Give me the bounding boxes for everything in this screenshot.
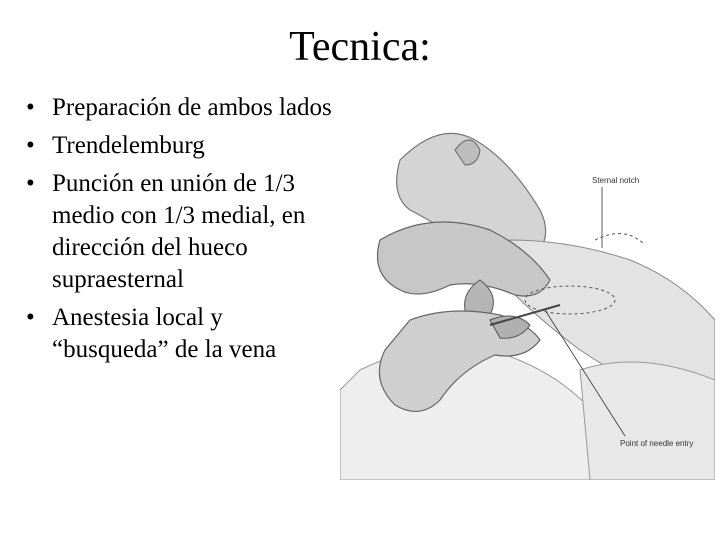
- bullet-text: Preparación de ambos lados: [52, 94, 332, 121]
- bullet-dot-icon: •: [26, 170, 35, 197]
- bullet-text: Punción en unión de 1/3 medio con 1/3 medial, en dirección del hueco supraesternal: [52, 170, 306, 293]
- bullet-dot-icon: •: [26, 94, 35, 121]
- bullet-text: Anestesia local y “busqueda” de la vena: [52, 304, 277, 363]
- bullet-list: [24, 92, 344, 372]
- bullet-item: [24, 168, 344, 296]
- bullet-item: [24, 130, 344, 162]
- subclavian-puncture-illustration: [340, 120, 715, 480]
- bullet-dot-icon: •: [26, 132, 35, 159]
- sternal-notch-label: Sternal notch: [592, 176, 640, 185]
- bullet-item: [24, 92, 344, 124]
- bullet-item: [24, 302, 344, 366]
- slide-title: Tecnica:: [289, 24, 431, 70]
- needle-entry-label: Point of needle entry: [620, 439, 694, 448]
- bullet-text: Trendelemburg: [52, 132, 205, 159]
- bullet-dot-icon: •: [26, 304, 35, 331]
